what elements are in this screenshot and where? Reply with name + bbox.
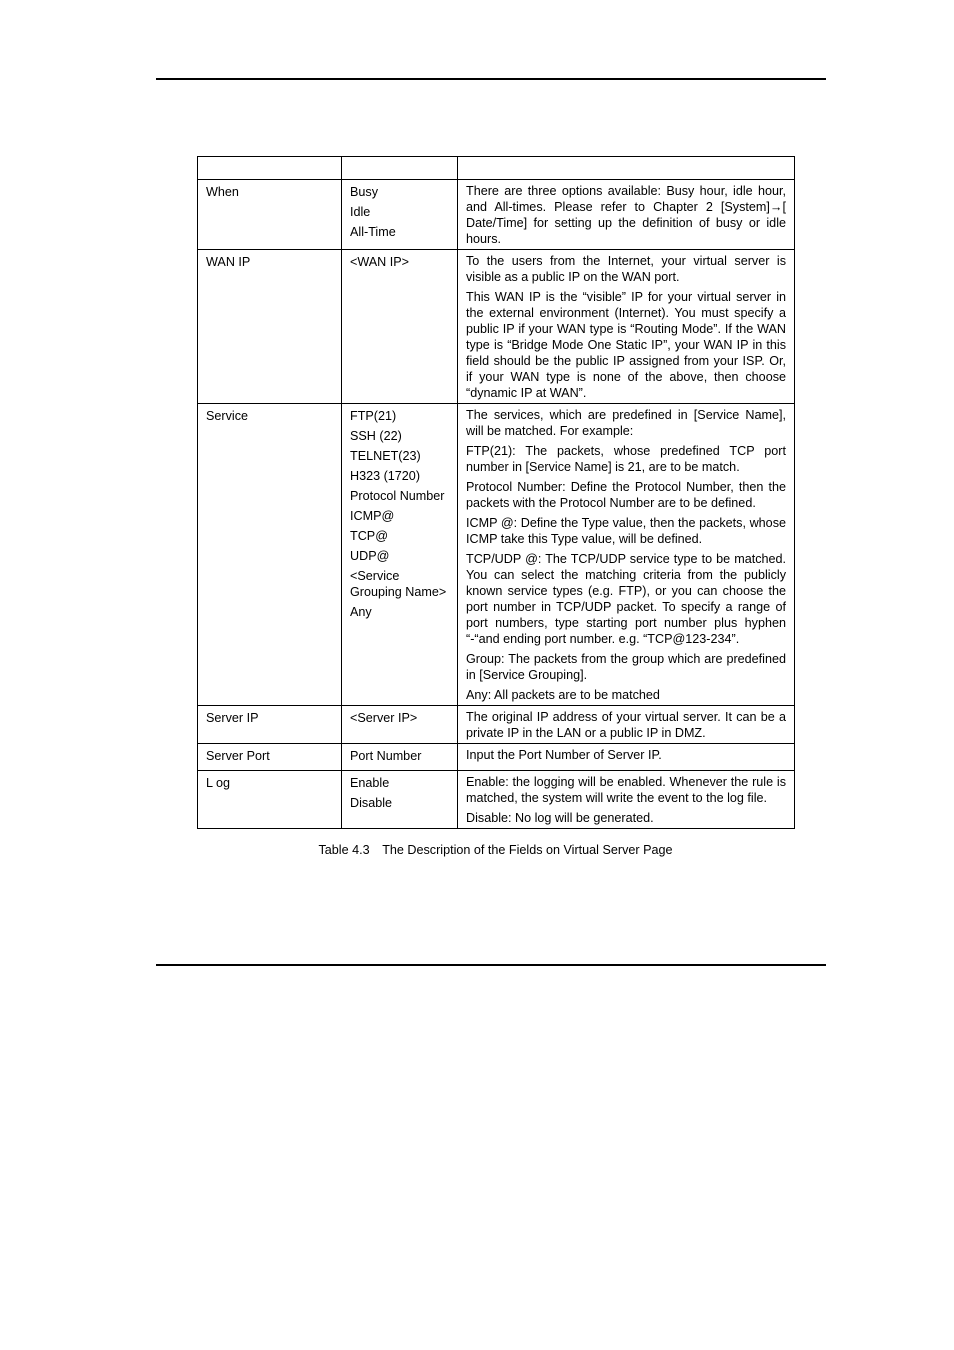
field-name-cell — [198, 180, 342, 250]
table-row — [198, 250, 795, 404]
field-name-cell — [198, 404, 342, 706]
field-description-cell — [458, 706, 795, 744]
description-paragraph: TCP/UDP @: The TCP/UDP service type to be matched. You can select the matching criteria from the publicly known service types (e.g. FTP), or you can choose the port number in TCP/UDP packet. To specify a range of port numbers, type starting port number plus hyphen “-“and ending port number. e.g. “TCP@123-234”. — [466, 552, 786, 646]
field-value-option: ICMP@ — [350, 509, 395, 523]
description-paragraph: The original IP address of your virtual server. It can be a private IP in the LAN or a public IP in DMZ. — [466, 710, 786, 740]
description-paragraph: ICMP @: Define the Type value, then the packets, whose ICMP take this Type value, will be defined. — [466, 516, 786, 546]
field-value-option: TCP@ — [350, 529, 388, 543]
description-paragraph: There are three options available: Busy hour, idle hour, and All-times. Please refer to Chapter 2 [System]→[ Date/Time] for setting up the definition of busy or idle hours. — [466, 184, 786, 246]
field-values-cell — [342, 706, 458, 744]
field-value-option: Protocol Number — [350, 489, 445, 503]
field-name-cell — [198, 250, 342, 404]
field-value-option: Busy — [350, 185, 378, 199]
table-row — [198, 706, 795, 744]
field-value-option: UDP@ — [350, 549, 390, 563]
field-value-option: Port Number — [350, 749, 422, 763]
description-paragraph: Any: All packets are to be matched — [466, 688, 660, 702]
field-value-option: <WAN IP> — [350, 255, 410, 269]
table-row — [198, 744, 795, 771]
field-name: Service — [206, 409, 248, 423]
field-value-option: Enable — [350, 776, 390, 790]
field-description-cell — [458, 180, 795, 250]
description-paragraph: Group: The packets from the group which are predefined in [Service Grouping]. — [466, 652, 786, 682]
field-value-option: H323 (1720) — [350, 469, 421, 483]
field-value-option: SSH (22) — [350, 429, 402, 443]
field-name-cell — [198, 744, 342, 771]
description-paragraph: Input the Port Number of Server IP. — [466, 748, 662, 762]
field-name: Server IP — [206, 711, 259, 725]
field-name: L og — [206, 776, 231, 790]
field-name-cell — [198, 706, 342, 744]
field-description-cell — [458, 250, 795, 404]
description-paragraph: Protocol Number: Define the Protocol Number, then the packets with the Protocol Number are to be defined. — [466, 480, 786, 510]
field-value-option: Disable — [350, 796, 392, 810]
field-name: Server Port — [206, 749, 270, 763]
field-value-option: <Server IP> — [350, 711, 418, 725]
header-cell-values — [342, 157, 458, 180]
field-values-cell — [342, 180, 458, 250]
footer-rule — [156, 964, 826, 966]
field-name: When — [206, 185, 239, 199]
description-paragraph: To the users from the Internet, your virtual server is visible as a public IP on the WAN port. — [466, 254, 786, 284]
table-header-row — [198, 157, 795, 180]
fields-description-table — [197, 156, 795, 829]
table-body — [198, 157, 795, 829]
table-caption: Table 4.3 The Description of the Fields on Virtual Server Page — [318, 843, 673, 857]
field-description-cell — [458, 744, 795, 771]
field-values-cell — [342, 250, 458, 404]
table-row — [198, 404, 795, 706]
table-row — [198, 771, 795, 829]
field-values-cell — [342, 771, 458, 829]
field-name-cell — [198, 771, 342, 829]
field-value-option: All-Time — [350, 225, 396, 239]
description-paragraph: This WAN IP is the “visible” IP for your virtual server in the external environment (Internet). You must specify a public IP if your WAN type is “Routing Mode”. If the WAN type is “Bridge Mode One Static IP”, your WAN IP in this field should be the public IP assigned from your ISP. Or, if your WAN type is none of the above, then choose “dynamic IP at WAN”. — [466, 290, 786, 400]
description-paragraph: FTP(21): The packets, whose predefined TCP port number in [Service Name] is 21, are to be match. — [466, 444, 786, 474]
field-value-option: Any — [350, 605, 372, 619]
field-value-option: <Service Grouping Name> — [350, 569, 447, 599]
field-value-option: TELNET(23) — [350, 449, 421, 463]
field-value-option: Idle — [350, 205, 371, 219]
header-cell-description — [458, 157, 795, 180]
field-values-cell — [342, 744, 458, 771]
description-paragraph: The services, which are predefined in [Service Name], will be matched. For example: — [466, 408, 786, 438]
header-cell-field — [198, 157, 342, 180]
table-row — [198, 180, 795, 250]
field-description-cell — [458, 771, 795, 829]
field-description-cell — [458, 404, 795, 706]
field-value-option: FTP(21) — [350, 409, 397, 423]
field-values-cell — [342, 404, 458, 706]
description-paragraph: Enable: the logging will be enabled. Whenever the rule is matched, the system will write the event to the log file. — [466, 775, 786, 805]
description-paragraph: Disable: No log will be generated. — [466, 811, 654, 825]
header-rule — [156, 78, 826, 80]
field-name: WAN IP — [206, 255, 251, 269]
